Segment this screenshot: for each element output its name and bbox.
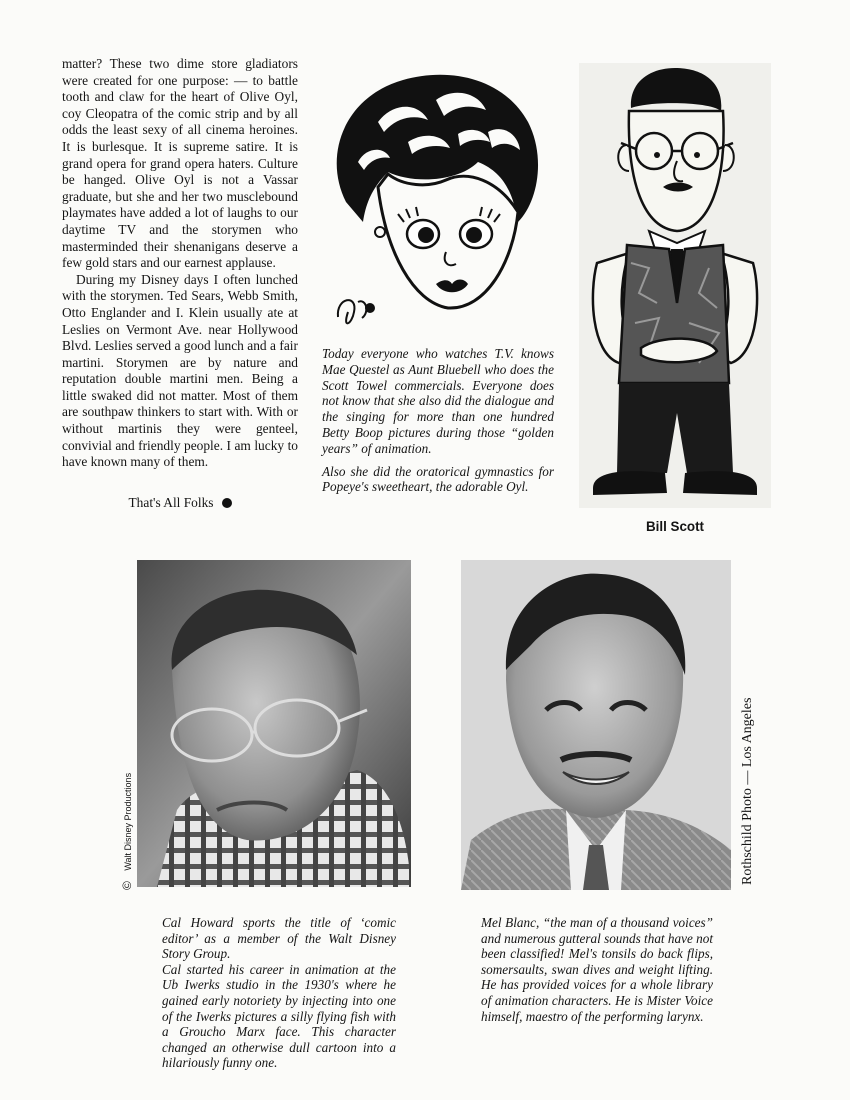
cal-howard-caption-2: Cal started his career in animation at the Ub Iwerks studio in the 1930's where he gained early notoriety by injecting into one of the Iwerks pictures a silly flying fish with a Groucho Marx face. This character changed an otherwise dull cartoon into a hilariously funny one. bbox=[162, 961, 396, 1071]
article-paragraph-2: During my Disney days I often lunched with the storymen. Ted Sears, Webb Smith, Otto Englander and I. Klein usually ate at Leslies on Vermont Ave. near Hollywood Blvd. Leslies served a good lunch and a fair martini. Storymen are by nature and reputation double martini men. Being a little swaked did not matter. Most of them are southpaw thinkers to start with. With or without martinis they were genteel, convivial and friendly people. I am lucky to have known many of them. bbox=[62, 271, 298, 470]
copyright-icon: © bbox=[120, 881, 134, 890]
disney-credit bbox=[120, 773, 134, 890]
rothschild-credit: Rothschild Photo — Los Angeles bbox=[740, 697, 755, 885]
bullet-icon bbox=[222, 498, 232, 508]
betty-boop-caption-2: Also she did the oratorical gymnastics for Popeye's sweetheart, the adorable Oyl. bbox=[322, 463, 554, 495]
article-text bbox=[62, 56, 298, 471]
mel-blanc-caption-text: Mel Blanc, “the man of a thousand voices” and numerous gutteral sounds that have not been classified! Mel's tonsils do back flips, somersaults, swan dives and weight lifting. He has provided voices for a whole library of animation characters. He is Mister Voice himself, maestro of the performing larynx. bbox=[481, 915, 713, 1024]
signoff-text: That's All Folks bbox=[128, 495, 214, 510]
cal-howard-caption bbox=[162, 915, 396, 1071]
article-paragraph-1: matter? These two dime store gladiators were created for one purpose: — to battle tooth and claw for the heart of Olive Oyl, coy Cleopatra of the comic strip and by all odds the least sexy of all cinema heroines. It is burlesque. It is supreme satire. It is grand opera for grand opera haters. Culture be hanged. Olive Oyl is not a Vassar graduate, but she and her two musclebound playmates have added a lot of laughs to our daytime TV and the storymen who masterminded their shenanigans deserve a few gold stars and our earnest applause. bbox=[62, 56, 298, 271]
mel-blanc-caption bbox=[481, 915, 713, 1024]
cal-howard-caption-1: Cal Howard sports the title of ‘comic editor’ as a member of the Walt Disney Story Group. bbox=[162, 915, 396, 962]
bill-scott-illustration bbox=[579, 63, 771, 508]
cal-howard-photo bbox=[137, 560, 411, 887]
betty-boop-illustration bbox=[318, 62, 550, 342]
signoff bbox=[62, 495, 298, 511]
bill-scott-caption: Bill Scott bbox=[645, 519, 705, 534]
betty-boop-caption-1: Today everyone who watches T.V. knows Mae Questel as Aunt Bluebell who does the Scott Towel commercials. Everyone does not know that she also did the dialogue and the singing for more than one hundred Betty Boop pictures during those “golden years” of animation. bbox=[322, 346, 554, 456]
betty-boop-caption bbox=[322, 346, 554, 495]
disney-credit-text: Walt Disney Productions bbox=[123, 772, 133, 871]
mel-blanc-photo bbox=[461, 560, 731, 890]
